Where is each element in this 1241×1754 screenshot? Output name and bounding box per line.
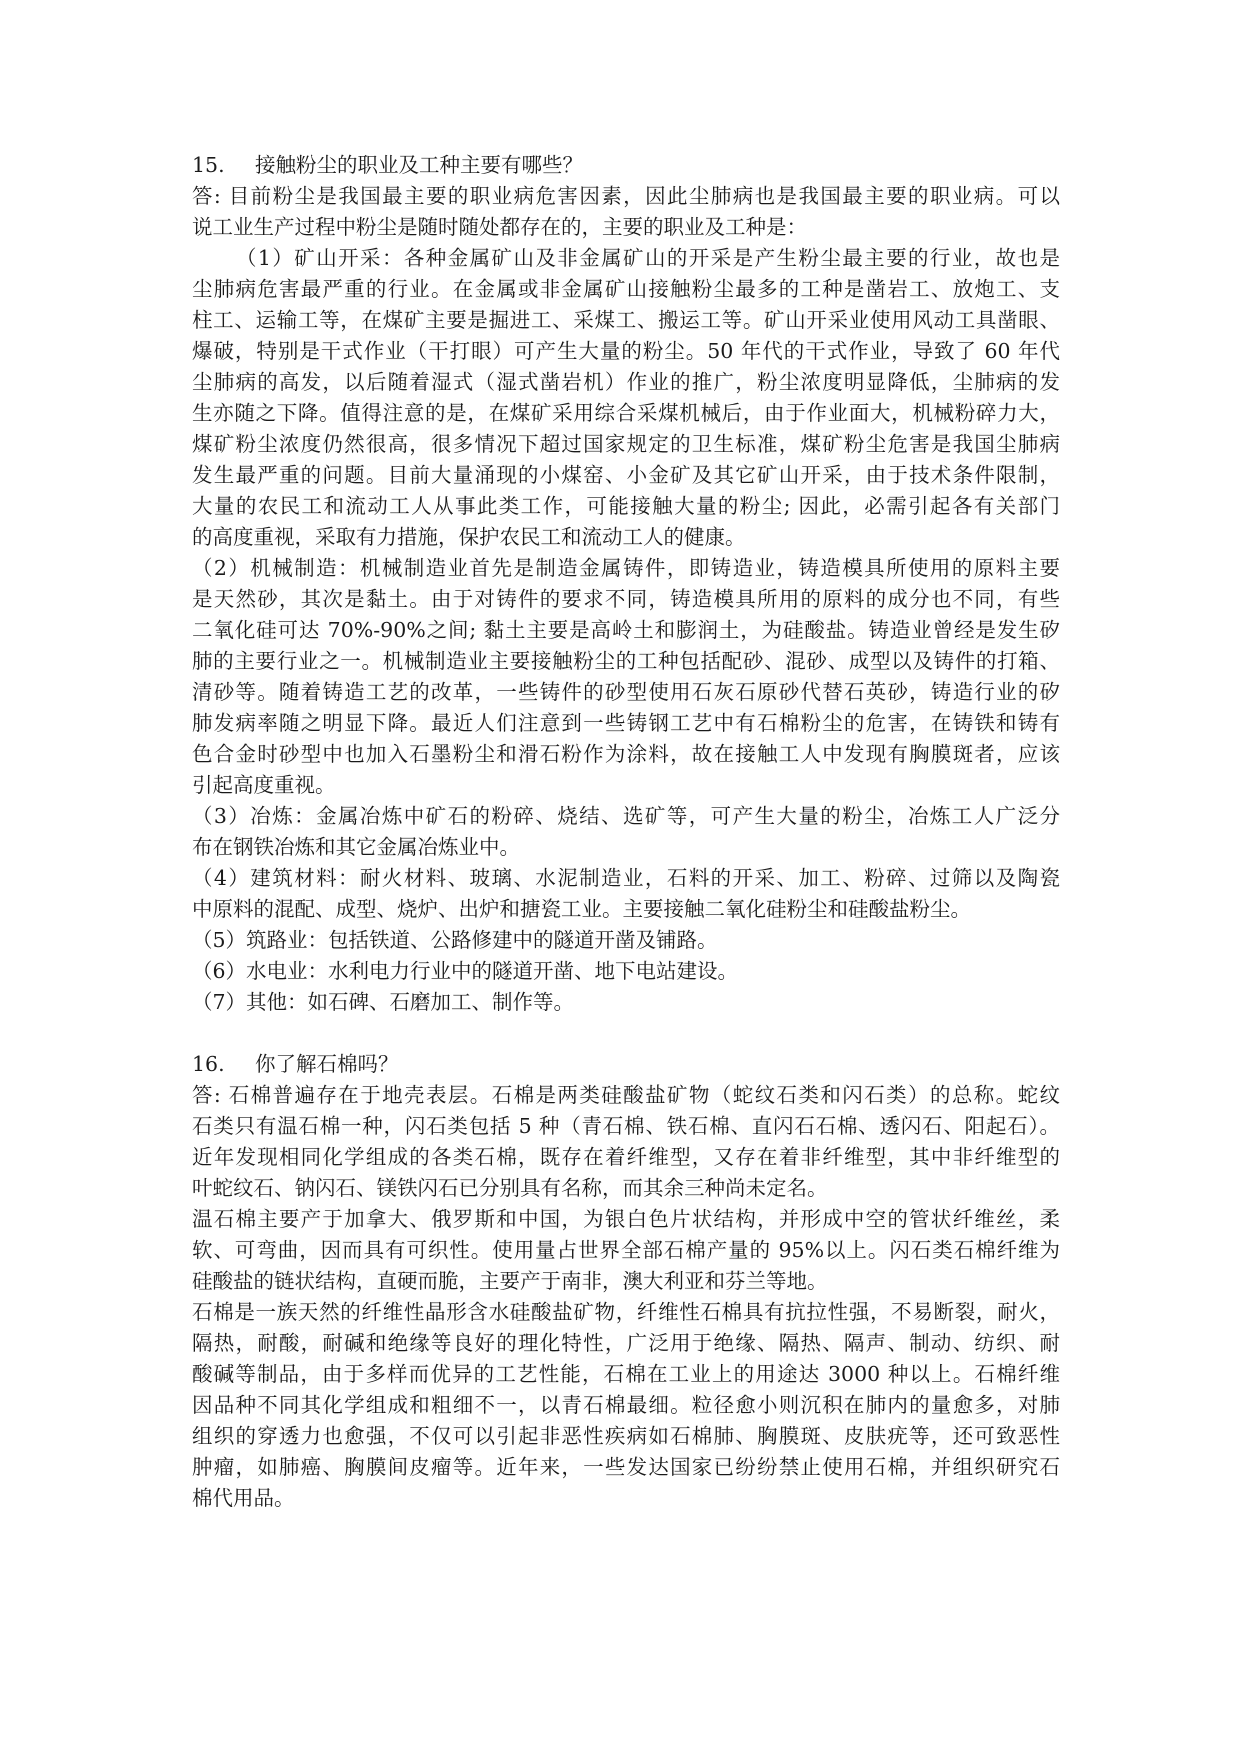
paragraph-line: 酸碱等制品，由于多样而优异的工艺性能，石棉在工业上的用途达 3000 种以上。石棉纤维 bbox=[192, 1362, 1060, 1386]
paragraph-line: 温石棉主要产于加拿大、俄罗斯和中国，为银白色片状结构，并形成中空的管状纤维丝，柔 bbox=[192, 1207, 1060, 1231]
answer-paragraph-3 bbox=[192, 1297, 1060, 1514]
paragraph-line: 组织的穿透力也愈强，不仅可以引起非恶性疾病如石棉肺、胸膜斑、皮肤疣等，还可致恶性 bbox=[192, 1424, 1060, 1448]
answer-item-7 bbox=[192, 987, 1060, 1018]
paragraph-line: 硅酸盐的链状结构，直硬而脆，主要产于南非，澳大利亚和芬兰等地。 bbox=[192, 1269, 828, 1293]
paragraph-line: 肺的主要行业之一。机械制造业主要接触粉尘的工种包括配砂、混砂、成型以及铸件的打箱、 bbox=[192, 649, 1060, 673]
question-text: 接触粉尘的职业及工种主要有哪些？ bbox=[255, 153, 583, 177]
paragraph-line: （1）矿山开采：各种金属矿山及非金属矿山的开采是产生粉尘最主要的行业，故也是 bbox=[236, 246, 1060, 270]
paragraph-line: 石类只有温石棉一种，闪石类包括 5 种（青石棉、铁石棉、直闪石石棉、透闪石、阳起石）。 bbox=[192, 1114, 1060, 1138]
answer-item-2 bbox=[192, 553, 1060, 801]
paragraph-line: 清砂等。随着铸造工艺的改革，一些铸件的砂型使用石灰石原砂代替石英砂，铸造行业的矽 bbox=[192, 680, 1060, 704]
question-heading bbox=[192, 1049, 1060, 1080]
paragraph-line: （3）冶炼：金属冶炼中矿石的粉碎、烧结、选矿等，可产生大量的粉尘，冶炼工人广泛分 bbox=[192, 804, 1060, 828]
answer-item-1 bbox=[192, 243, 1060, 553]
answer-line: 说工业生产过程中粉尘是随时随处都存在的，主要的职业及工种是： bbox=[192, 215, 807, 239]
question-number: 15. bbox=[192, 153, 225, 177]
answer-item-4 bbox=[192, 863, 1060, 925]
paragraph-line: 因品种不同其化学组成和粗细不一，以青石棉最细。粒径愈小则沉积在肺内的量愈多，对肺 bbox=[192, 1393, 1060, 1417]
answer-item-3 bbox=[192, 801, 1060, 863]
paragraph-line: 尘肺病危害最严重的行业。在金属或非金属矿山接触粉尘最多的工种是凿岩工、放炮工、支 bbox=[192, 277, 1060, 301]
paragraph-line: 石棉是一族天然的纤维性晶形含水硅酸盐矿物，纤维性石棉具有抗拉性强，不易断裂，耐火， bbox=[192, 1300, 1060, 1324]
question-number: 16. bbox=[192, 1052, 225, 1076]
paragraph-line: （2）机械制造：机械制造业首先是制造金属铸件，即铸造业，铸造模具所使用的原料主要 bbox=[192, 556, 1060, 580]
paragraph-line: 的高度重视，采取有力措施，保护农民工和流动工人的健康。 bbox=[192, 525, 746, 549]
paragraph-line: 发生最严重的问题。目前大量涌现的小煤窑、小金矿及其它矿山开采，由于技术条件限制， bbox=[192, 463, 1060, 487]
paragraph-line: （4）建筑材料：耐火材料、玻璃、水泥制造业，石料的开采、加工、粉碎、过筛以及陶瓷 bbox=[192, 866, 1060, 890]
section-15 bbox=[192, 150, 1060, 1018]
answer-line: 答: 目前粉尘是我国最主要的职业病危害因素，因此尘肺病也是我国最主要的职业病。可以 bbox=[192, 184, 1060, 208]
paragraph-line: 引起高度重视。 bbox=[192, 773, 336, 797]
paragraph-line: 答: 石棉普遍存在于地壳表层。石棉是两类硅酸盐矿物（蛇纹石类和闪石类）的总称。蛇纹 bbox=[192, 1083, 1060, 1107]
paragraph-line: 叶蛇纹石、钠闪石、镁铁闪石已分别具有名称，而其余三种尚未定名。 bbox=[192, 1176, 828, 1200]
answer-paragraph-1 bbox=[192, 1080, 1060, 1204]
answer-item-5 bbox=[192, 925, 1060, 956]
paragraph-line: 软、可弯曲，因而具有可织性。使用量占世界全部石棉产量的 95%以上。闪石类石棉纤维为 bbox=[192, 1238, 1060, 1262]
paragraph-line: 布在钢铁冶炼和其它金属冶炼业中。 bbox=[192, 835, 520, 859]
answer-item-6 bbox=[192, 956, 1060, 987]
document-body bbox=[192, 150, 1060, 1514]
answer-paragraph-2 bbox=[192, 1204, 1060, 1297]
paragraph-line: 肺发病率随之明显下降。最近人们注意到一些铸钢工艺中有石棉粉尘的危害，在铸铁和铸有 bbox=[192, 711, 1060, 735]
paragraph-line: 棉代用品。 bbox=[192, 1486, 295, 1510]
paragraph-line: 中原料的混配、成型、烧炉、出炉和搪瓷工业。主要接触二氧化硅粉尘和硅酸盐粉尘。 bbox=[192, 897, 971, 921]
paragraph-line: 煤矿粉尘浓度仍然很高，很多情况下超过国家规定的卫生标准，煤矿粉尘危害是我国尘肺病 bbox=[192, 432, 1060, 456]
paragraph-line: 是天然砂，其次是黏土。由于对铸件的要求不同，铸造模具所用的原料的成分也不同，有些 bbox=[192, 587, 1060, 611]
paragraph-line: （6）水电业：水利电力行业中的隧道开凿、地下电站建设。 bbox=[192, 959, 739, 983]
paragraph-line: 柱工、运输工等，在煤矿主要是掘进工、采煤工、搬运工等。矿山开采业使用风动工具凿眼、 bbox=[192, 308, 1060, 332]
paragraph-line: 大量的农民工和流动工人从事此类工作，可能接触大量的粉尘; 因此，必需引起各有关部门 bbox=[192, 494, 1060, 518]
paragraph-line: 生亦随之下降。值得注意的是，在煤矿采用综合采煤机械后，由于作业面大，机械粉碎力大， bbox=[192, 401, 1060, 425]
section-16 bbox=[192, 1049, 1060, 1514]
section-spacer bbox=[192, 1018, 1060, 1049]
paragraph-line: （5）筑路业：包括铁道、公路修建中的隧道开凿及铺路。 bbox=[192, 928, 718, 952]
paragraph-line: 隔热，耐酸，耐碱和绝缘等良好的理化特性，广泛用于绝缘、隔热、隔声、制动、纺织、耐 bbox=[192, 1331, 1060, 1355]
question-text: 你了解石棉吗？ bbox=[255, 1052, 399, 1076]
paragraph-line: 二氧化硅可达 70%-90%之间; 黏土主要是高岭土和膨润土，为硅酸盐。铸造业曾经是发生矽 bbox=[192, 618, 1060, 642]
paragraph-line: 近年发现相同化学组成的各类石棉，既存在着纤维型，又存在着非纤维型，其中非纤维型的 bbox=[192, 1145, 1060, 1169]
question-heading bbox=[192, 150, 1060, 181]
paragraph-line: 肿瘤，如肺癌、胸膜间皮瘤等。近年来，一些发达国家已纷纷禁止使用石棉，并组织研究石 bbox=[192, 1455, 1060, 1479]
paragraph-line: 色合金时砂型中也加入石墨粉尘和滑石粉作为涂料，故在接触工人中发现有胸膜斑者，应该 bbox=[192, 742, 1060, 766]
paragraph-line: （7）其他：如石碑、石磨加工、制作等。 bbox=[192, 990, 575, 1014]
paragraph-line: 爆破，特别是干式作业（干打眼）可产生大量的粉尘。50 年代的干式作业，导致了 60 年代 bbox=[192, 339, 1060, 363]
paragraph-line: 尘肺病的高发，以后随着湿式（湿式凿岩机）作业的推广，粉尘浓度明显降低，尘肺病的发 bbox=[192, 370, 1060, 394]
